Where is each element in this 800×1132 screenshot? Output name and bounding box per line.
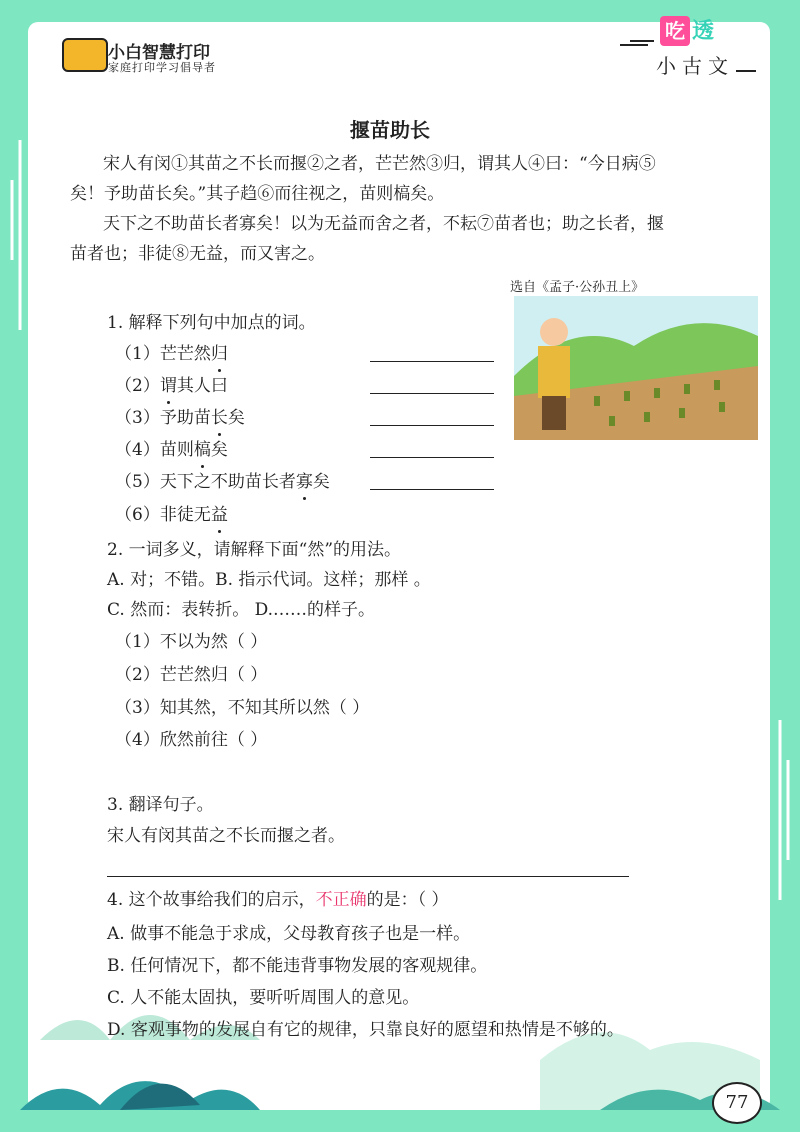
- q1-item-6: [115, 505, 228, 525]
- q2-options-ab: A. 对；不错。B. 指示代词。这样；那样 。: [107, 570, 431, 590]
- logo-icon: [62, 38, 108, 72]
- brand-chi: 吃: [660, 16, 690, 46]
- q4-option-a: A. 做事不能急于求成，父母教育孩子也是一样。: [107, 924, 471, 944]
- answer-line-4[interactable]: [370, 457, 494, 458]
- article-p1-line2: 矣！予助苗长矣。”其子趋⑥而往视之，苗则槁矣。: [70, 184, 445, 204]
- q2-title: 2. 一词多义，请解释下面“然”的用法。: [107, 540, 402, 560]
- q1-item-text: 非徒无: [159, 505, 211, 525]
- q1-item-text-after: 矣: [210, 440, 228, 460]
- q1-item-text: 予助苗: [159, 408, 211, 428]
- q1-item-text-after: 其人曰: [176, 376, 228, 396]
- q1-item-text-after: 矣: [312, 472, 330, 492]
- q1-item-number: （1）: [115, 344, 160, 364]
- q1-item-text-after: 矣: [227, 408, 245, 428]
- q3-sentence: 宋人有闵其苗之不长而揠之者。: [107, 826, 345, 846]
- logo-subtitle: 家庭打印学习倡导者: [108, 61, 216, 74]
- q1-item-number: （2）: [115, 376, 160, 396]
- q1-item-2: [115, 376, 228, 396]
- q4-title-text: 4. 这个故事给我们的启示，: [107, 890, 316, 910]
- q4-option-b: B. 任何情况下，都不能违背事物发展的客观规律。: [107, 956, 488, 976]
- q1-item-1: [115, 344, 228, 364]
- q4-title: [107, 890, 449, 910]
- q4-option-c: C. 人不能太固执，要听听周围人的意见。: [107, 988, 420, 1008]
- q1-item-text: 苗则: [159, 440, 194, 460]
- q1-item-4: [115, 440, 228, 460]
- q2-item-1[interactable]: （1）不以为然（ ）: [115, 632, 268, 652]
- article-p2-line2: 苗者也；非徒⑧无益，而又害之。: [70, 244, 325, 264]
- dotted-char: 槁: [193, 440, 211, 460]
- logo-title: 小白智慧打印: [108, 43, 210, 63]
- dotted-char: 长: [210, 408, 228, 428]
- dotted-char: 寡: [295, 472, 313, 492]
- translation-answer-line[interactable]: [107, 876, 629, 877]
- q1-item-text: 天下之不助苗长者: [159, 472, 296, 492]
- answer-line-5[interactable]: [370, 489, 494, 490]
- q4-title-emphasis: 不正确: [315, 890, 367, 910]
- q2-options-cd: C. 然而：表转折。 D.……的样子。: [107, 600, 376, 620]
- article-title: 揠苗助长: [350, 118, 430, 142]
- q1-item-5: [115, 472, 330, 492]
- q1-item-number: （3）: [115, 408, 160, 428]
- answer-line-2[interactable]: [370, 393, 494, 394]
- q1-item-number: （5）: [115, 472, 160, 492]
- q4-option-d: D. 客观事物的发展自有它的规律，只靠良好的愿望和热情是不够的。: [107, 1020, 624, 1040]
- dotted-char: 益: [210, 505, 228, 525]
- article-p2-line1: 天下之不助苗长者寡矣！以为无益而舍之者，不耘⑦苗者也；助之长者，揠: [103, 214, 664, 234]
- article-source: 选自《孟子·公孙丑上》: [510, 280, 645, 295]
- brand-tou: 透: [692, 19, 715, 44]
- answer-line-3[interactable]: [370, 425, 494, 426]
- farmer-illustration: [514, 296, 758, 440]
- page-number: 77: [712, 1082, 762, 1124]
- q1-item-text: 芒芒然: [159, 344, 211, 364]
- q4-title-answer-slot[interactable]: 的是：（ ）: [366, 890, 449, 910]
- brand-subtitle: 小古文: [656, 54, 734, 78]
- q1-item-number: （4）: [115, 440, 160, 460]
- dotted-char: 谓: [159, 376, 177, 396]
- q1-title: 1. 解释下列句中加点的词。: [107, 313, 316, 333]
- q2-item-3[interactable]: （3）知其然，不知其所以然（ ）: [115, 698, 370, 718]
- article-p1-line1: 宋人有闵①其苗之不长而揠②之者，芒芒然③归，谓其人④曰：“今日病⑤: [103, 154, 656, 174]
- q2-item-4[interactable]: （4）欣然前往（ ）: [115, 730, 268, 750]
- answer-line-1[interactable]: [370, 361, 494, 362]
- q3-title: 3. 翻译句子。: [107, 795, 214, 815]
- q1-item-3: [115, 408, 245, 428]
- dotted-char: 归: [210, 344, 228, 364]
- q1-item-number: （6）: [115, 505, 160, 525]
- q2-item-2[interactable]: （2）芒芒然归（ ）: [115, 665, 268, 685]
